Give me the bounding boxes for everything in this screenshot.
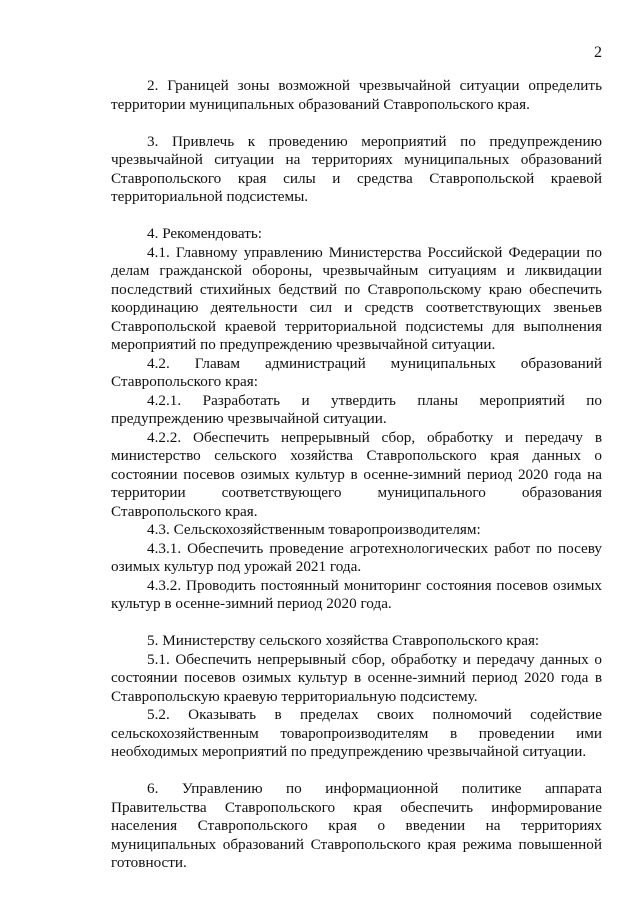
paragraph-3: 3. Привлечь к проведению мероприятий по предупреждению чрезвычайной ситуации на территориях муниципальных образований Ставропольского края силы и средства Ставропольской краевой территориальной подсистемы.	[111, 132, 602, 205]
paragraph-5: 5. Министерству сельского хозяйства Ставропольского края:	[147, 632, 540, 649]
paragraph-4-3: 4.3. Сельскохозяйственным товаропроизводителям:	[147, 521, 481, 538]
document-body	[111, 77, 602, 873]
section-6	[111, 780, 602, 873]
section-5	[111, 632, 602, 762]
paragraph-2: 2. Границей зоны возможной чрезвычайной ситуации определить территории муниципальных образований Ставропольского края.	[111, 77, 602, 113]
paragraph-4-2: 4.2. Главам администраций муниципальных образований Ставропольского края:	[111, 354, 602, 390]
paragraph-4-1: 4.1. Главному управлению Министерства Российской Федерации по делам гражданской обороны, чрезвычайным ситуациям и ликвидации последствий стихийных бедствий по Ставропольскому краю обеспечить координацию деятельности сил и средств соответствующих звеньев Ставропольской краевой территориальной подсистемы для выполнения мероприятий по предупреждению чрезвычайной ситуации.	[111, 243, 602, 353]
paragraph-4: 4. Рекомендовать:	[147, 225, 262, 242]
paragraph-4-3-2: 4.3.2. Проводить постоянный мониторинг состояния посевов озимых культур в осенне-зимний период 2020 года.	[111, 576, 602, 612]
paragraph-4-2-1: 4.2.1. Разработать и утвердить планы мероприятий по предупреждению чрезвычайной ситуации.	[111, 391, 602, 427]
section-3	[111, 133, 602, 207]
paragraph-6: 6. Управлению по информационной политике аппарата Правительства Ставропольского края обеспечить информирование населения Ставропольского края о введении на территориях муниципальных образований Ставропольского края режима повышенной готовности.	[111, 780, 602, 871]
paragraph-4-2-2: 4.2.2. Обеспечить непрерывный сбор, обработку и передачу в министерство сельского хозяйства Ставропольского края данных о состоянии посевов озимых культур в осенне-зимний период 2020 года на территории соответствующего муниципального образования Ставропольского края.	[111, 428, 602, 520]
paragraph-5-2: 5.2. Оказывать в пределах своих полномочий содействие сельскохозяйственным товаропроизводителям в проведении ими необходимых мероприятий по предупреждению чрезвычайной ситуации.	[111, 706, 602, 760]
section-4	[111, 225, 602, 614]
paragraph-5-1: 5.1. Обеспечить непрерывный сбор, обработку и передачу данных о состоянии посевов озимых культур в осенне-зимний период 2020 года в Ставропольскую краевую территориальную подсистему.	[111, 650, 602, 705]
section-2	[111, 77, 602, 114]
paragraph-4-3-1: 4.3.1. Обеспечить проведение агротехнологических работ по посеву озимых культур под урожай 2021 года.	[111, 539, 602, 575]
page-number: 2	[594, 44, 602, 61]
